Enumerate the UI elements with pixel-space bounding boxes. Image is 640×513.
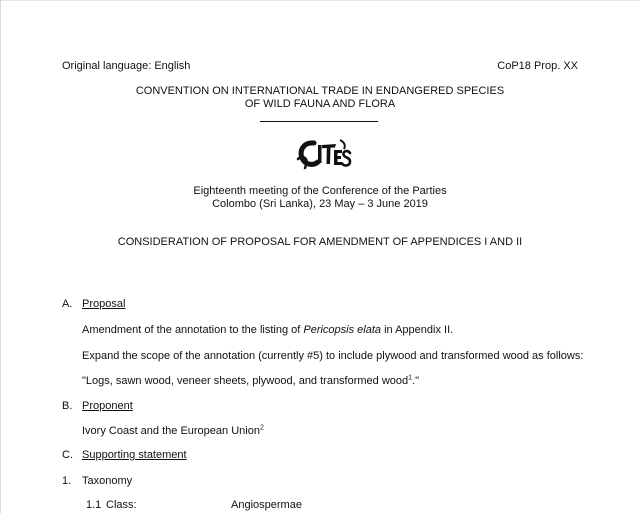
annotation-end: .": [412, 375, 420, 387]
section-c-marker: C.: [62, 449, 73, 461]
section-a-heading: Proposal: [82, 298, 126, 310]
consideration-heading: CONSIDERATION OF PROPOSAL FOR AMENDMENT OF APPENDICES I AND II: [117, 236, 523, 248]
footnote-ref-1: 1: [408, 374, 413, 382]
section-a-paragraph-3: [82, 375, 419, 387]
p1-after: in Appendix II.: [381, 324, 454, 336]
meeting-info: [0, 185, 640, 211]
document-reference: CoP18 Prop. XX: [497, 60, 578, 72]
section-c-heading: Supporting statement: [82, 449, 187, 461]
logo-i: [318, 145, 322, 163]
class-marker: 1.1: [86, 499, 102, 511]
taxonomy-heading: Taxonomy: [82, 475, 133, 487]
class-label: Class:: [106, 499, 137, 511]
proponent-text: [82, 425, 264, 437]
footnote-ref-2: 2: [259, 424, 264, 432]
section-b-heading: Proponent: [82, 400, 133, 412]
annotation-text: "Logs, sawn wood, veneer sheets, plywood, and transformed wood: [82, 375, 409, 387]
title-divider: [260, 121, 378, 122]
meeting-line2: Colombo (Sri Lanka), 23 May – 3 June 2019: [212, 198, 428, 210]
original-language: Original language: English: [62, 60, 191, 72]
p1-before: Amendment of the annotation to the listing of: [82, 324, 304, 336]
cites-logo: [296, 137, 352, 173]
class-value: Angiospermae: [231, 499, 302, 511]
page-top-edge: [0, 0, 640, 1]
convention-title-line2: OF WILD FAUNA AND FLORA: [244, 98, 396, 110]
proponent-names: Ivory Coast and the European Union: [82, 425, 260, 437]
section-a-marker: A.: [62, 298, 73, 310]
page-left-edge: [0, 0, 1, 513]
section-a-paragraph-2: Expand the scope of the annotation (currently #5) to include plywood and transformed wood as follows:: [82, 350, 584, 362]
meeting-line1: Eighteenth meeting of the Conference of the Parties: [193, 185, 447, 197]
convention-title-line1: CONVENTION ON INTERNATIONAL TRADE IN ENDANGERED SPECIES: [135, 85, 505, 97]
logo-leaf: [340, 140, 345, 149]
logo-t: [322, 144, 336, 164]
section-a-paragraph-1: [82, 324, 453, 336]
convention-title: [0, 85, 640, 111]
logo-e: [334, 150, 343, 165]
taxonomy-marker: 1.: [62, 475, 72, 487]
section-b-marker: B.: [62, 400, 73, 412]
logo-c-stroke: [301, 143, 318, 164]
logo-s: [343, 151, 351, 165]
species-name: Pericopsis elata: [303, 324, 382, 336]
